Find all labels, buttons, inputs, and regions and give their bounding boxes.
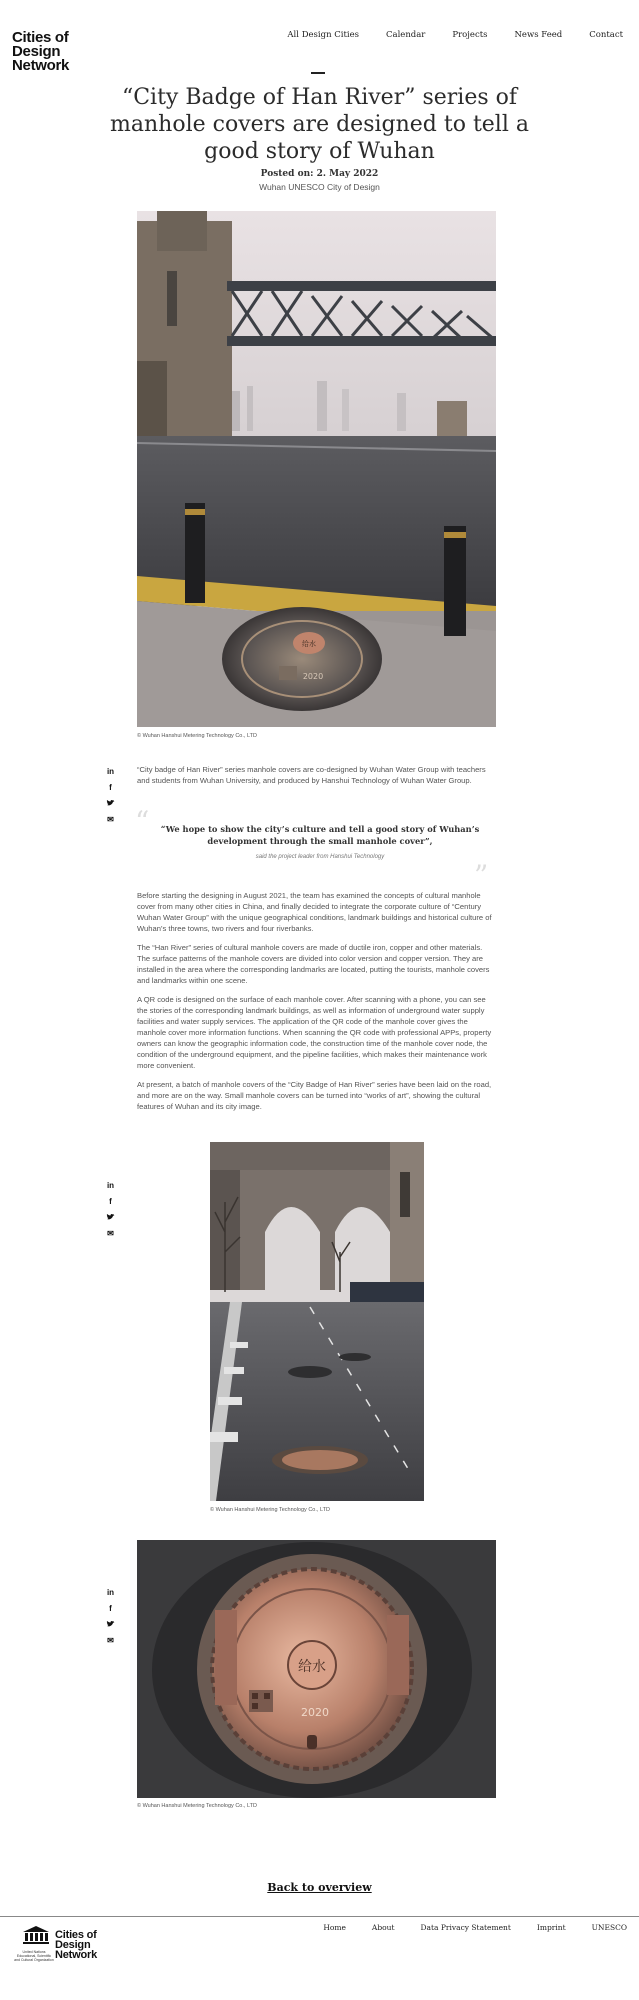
twitter-icon[interactable]: [106, 1213, 115, 1223]
site-logo[interactable]: [12, 31, 69, 73]
unesco-caption: United Nations Educational, Scientific and Cultural Organization: [14, 1950, 54, 1962]
nav-all-design-cities[interactable]: All Design Cities: [287, 30, 359, 40]
photo-caption: © Wuhan Hanshui Metering Technology Co., LTD: [137, 733, 257, 739]
linkedin-icon[interactable]: in: [106, 1181, 115, 1190]
body-paragraph: At present, a batch of manhole covers of the “City Badge of Han River” series have been laid on the road, and more are on the way. Small manhole covers can be turned into “works of art”, showing the cultural features of Wuhan and its city image.: [137, 1080, 492, 1111]
cover-year-closeup: 2020: [301, 1706, 329, 1719]
mail-icon[interactable]: ✉: [107, 1636, 114, 1645]
body-paragraph: The “Han River” series of cultural manhole covers are made of ductile iron, copper and other materials. The surface patterns of the manhole covers are divided into color version and copper version. They are installed in the area where the corresponding landmarks are located, putting the tourists, manhole covers and landmarks within one scene.: [137, 943, 490, 985]
photo-caption: © Wuhan Hanshui Metering Technology Co., LTD: [210, 1507, 330, 1513]
cover-chars-closeup: 给水: [298, 1659, 326, 1675]
footer-link-about[interactable]: About: [371, 1923, 395, 1932]
photo-caption: © Wuhan Hanshui Metering Technology Co., LTD: [137, 1803, 257, 1809]
share-bar: [106, 1181, 115, 1239]
cover-year: 2020: [302, 672, 324, 681]
linkedin-icon[interactable]: in: [106, 1588, 115, 1597]
footer-logo[interactable]: [55, 1930, 97, 1960]
footer-link-imprint[interactable]: Imprint: [536, 1923, 566, 1932]
nav-news-feed[interactable]: News Feed: [514, 30, 563, 40]
logo-line: Design: [12, 43, 61, 60]
quote-open-icon: “: [135, 805, 150, 838]
footer-link-privacy[interactable]: Data Privacy Statement: [420, 1923, 511, 1932]
footer-logo-line: Design: [55, 1939, 91, 1951]
twitter-icon[interactable]: [106, 1620, 115, 1630]
article-intro: [137, 764, 497, 794]
facebook-icon[interactable]: f: [109, 783, 112, 792]
footer-nav: [297, 1923, 627, 1932]
share-bar: [106, 1588, 115, 1646]
nav-contact[interactable]: Contact: [589, 30, 623, 40]
post-date: Posted on: 2. May 2022: [260, 169, 379, 179]
footer-logo-line: Cities of: [55, 1929, 97, 1941]
twitter-icon[interactable]: [106, 799, 115, 809]
share-bar: [106, 767, 115, 825]
unesco-logo-icon[interactable]: [22, 1926, 50, 1944]
article-photo-copper-cover: [137, 1540, 496, 1798]
main-nav: [260, 30, 623, 40]
pull-quote: “We hope to show the city’s culture and tell a good story of Wuhan’s development through the small manhole cover”,: [160, 824, 480, 846]
post-city: Wuhan UNESCO City of Design: [259, 182, 380, 192]
quote-close-icon: ”: [474, 859, 489, 892]
facebook-icon[interactable]: f: [109, 1197, 112, 1206]
page-title: “City Badge of Han River” series of manhole covers are designed to tell a good story of Wuhan: [110, 85, 529, 164]
footer-logo-line: Network: [55, 1949, 97, 1961]
mail-icon[interactable]: ✉: [107, 1229, 114, 1238]
article-body: [137, 890, 497, 1120]
cover-chars: 给水: [302, 640, 316, 648]
footer-link-home[interactable]: Home: [323, 1923, 346, 1932]
logo-line: Cities of: [12, 29, 69, 46]
intro-paragraph: “City badge of Han River” series manhole covers are co-designed by Wuhan Water Group with teachers and students from Wuhan University, and produced by Hanshui Technology of Wuhan Water Group.: [137, 765, 486, 785]
mail-icon[interactable]: ✉: [107, 815, 114, 824]
footer-divider: [0, 1916, 639, 1917]
footer-link-unesco[interactable]: UNESCO: [591, 1923, 627, 1932]
nav-calendar[interactable]: Calendar: [386, 30, 426, 40]
article-photo-road-bridge: [210, 1142, 424, 1501]
back-to-overview-link[interactable]: Back to overview: [267, 1881, 372, 1894]
article-photo-bridge-street: [137, 211, 496, 727]
body-paragraph: A QR code is designed on the surface of each manhole cover. After scanning with a phone, you can see the stories of the corresponding landmark buildings, as well as information of underground water supply facilities and water supply services. The application of the QR code of the manhole cover gives the manhole cover more information functions. When scanning the QR code with professional APPs, property owners can know the geographic information code, the construction time of the manhole cover node, the condition of the underground equipment, and the pipeline facilities, which makes their maintenance work more convenient.: [137, 995, 492, 1070]
linkedin-icon[interactable]: in: [106, 767, 115, 776]
facebook-icon[interactable]: f: [109, 1604, 112, 1613]
body-paragraph: Before starting the designing in August 2021, the team has examined the concepts of cultural manhole cover from many other cities in China, and finally decided to integrate the corporate culture of “Century Wuhan Water Group” with the unique geographical conditions, landmark buildings and historical culture of Wuhan’s three towns, two rivers and four riverbanks.: [137, 891, 492, 933]
quote-attribution: said the project leader from Hanshui Technology: [255, 854, 385, 860]
nav-projects[interactable]: Projects: [452, 30, 488, 40]
logo-line: Network: [12, 57, 70, 74]
title-divider: [311, 72, 325, 74]
